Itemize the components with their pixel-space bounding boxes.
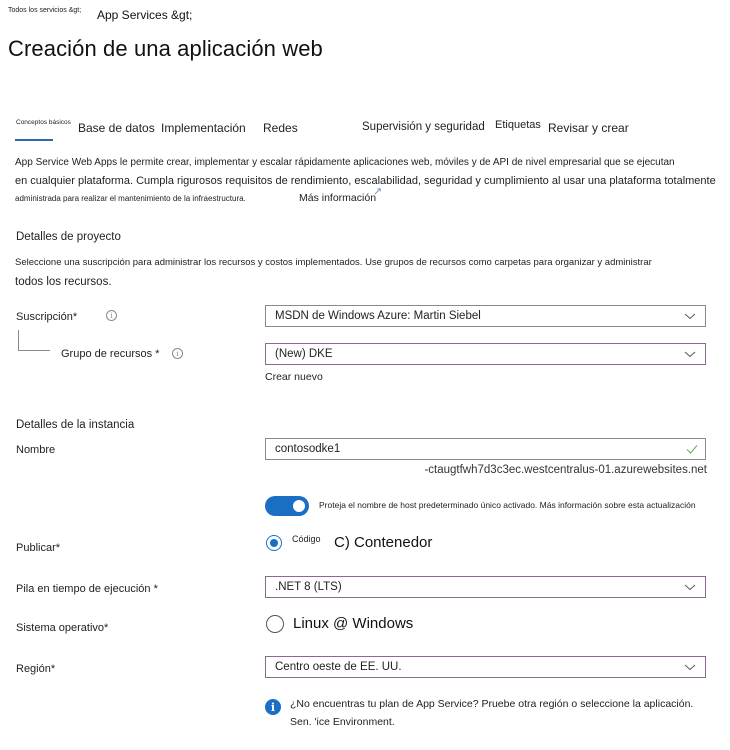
resource-group-info-icon[interactable]: i xyxy=(172,348,183,359)
toggle-knob xyxy=(293,500,305,512)
subscription-label: Suscripción* xyxy=(16,311,78,323)
os-options-label[interactable]: Linux @ Windows xyxy=(293,615,414,632)
region-dropdown[interactable] xyxy=(265,656,706,678)
create-new-resource-group-link[interactable]: Crear nuevo xyxy=(265,371,323,383)
publish-container-label[interactable]: C) Contenedor xyxy=(334,534,433,551)
runtime-stack-dropdown[interactable] xyxy=(265,576,706,598)
tree-connector-vertical xyxy=(18,330,19,350)
hostname-suffix: -ctaugtfwh7d3c3ec.westcentralus-01.azurewebsites.net xyxy=(424,464,707,476)
runtime-stack-value: .NET 8 (LTS) xyxy=(275,581,342,593)
subscription-info-icon[interactable]: i xyxy=(106,310,117,321)
region-value: Centro oeste de EE. UU. xyxy=(275,661,402,673)
valid-check-icon xyxy=(685,442,699,456)
tab-tags[interactable]: Etiquetas xyxy=(495,119,541,131)
chevron-down-icon xyxy=(683,347,697,361)
tab-database[interactable]: Base de datos xyxy=(78,121,155,135)
learn-more-link[interactable] xyxy=(299,192,382,204)
publish-code-label[interactable]: Código xyxy=(292,534,321,544)
unique-hostname-text: Proteja el nombre de host predeterminado único activado. Más información sobre esta actualización xyxy=(319,500,696,510)
tree-connector-horizontal xyxy=(18,350,50,351)
region-label: Región* xyxy=(16,663,56,675)
project-details-heading: Detalles de proyecto xyxy=(16,231,121,243)
publish-label: Publicar* xyxy=(16,542,61,554)
name-input[interactable] xyxy=(265,438,706,460)
tab-review-create[interactable]: Revisar y crear xyxy=(548,121,629,135)
name-label: Nombre xyxy=(16,444,56,456)
resource-group-value: (New) DKE xyxy=(275,348,333,360)
tab-deployment[interactable]: Implementación xyxy=(161,121,246,135)
subscription-dropdown[interactable] xyxy=(265,305,706,327)
tab-basics[interactable]: Conceptos básicos xyxy=(16,119,71,126)
os-label: Sistema operativo* xyxy=(16,622,109,634)
radio-dot xyxy=(270,539,278,547)
project-details-desc-line1: Seleccione una suscripción para administrar los recursos y costos implementados. Use grupos de recursos como carpetas para organizar y administrar xyxy=(15,257,652,268)
intro-text-line2: en cualquier plataforma. Cumpla rigurosos requisitos de rendimiento, escalabilidad, seguridad y cumplimiento al usar una plataforma totalmente xyxy=(15,175,716,187)
chevron-down-icon xyxy=(683,309,697,323)
chevron-down-icon xyxy=(683,660,697,674)
publish-code-radio[interactable] xyxy=(266,535,282,551)
runtime-stack-label: Pila en tiempo de ejecución * xyxy=(16,583,158,595)
info-icon: i xyxy=(265,699,281,715)
name-value: contosodke1 xyxy=(275,443,341,455)
instance-details-heading: Detalles de la instancia xyxy=(16,419,135,431)
active-tab-indicator xyxy=(15,139,53,141)
breadcrumb-all-services[interactable]: Todos los servicios &gt; xyxy=(8,7,82,14)
os-radio[interactable] xyxy=(266,615,284,633)
tab-monitoring-security[interactable]: Supervisión y seguridad xyxy=(362,121,485,133)
intro-text-line3: administrada para realizar el mantenimiento de la infraestructura. xyxy=(15,194,246,203)
external-link-icon xyxy=(373,187,382,196)
resource-group-label: Grupo de recursos * xyxy=(61,348,160,360)
region-info-line2[interactable]: Sen. 'ice Environment. xyxy=(290,716,395,728)
region-info-line1: ¿No encuentras tu plan de App Service? Pruebe otra región o seleccione la aplicación. xyxy=(290,698,694,710)
intro-text-line1: App Service Web Apps le permite crear, implementar y escalar rápidamente aplicaciones web, móviles y de API de nivel empresarial que se ejecutan xyxy=(15,157,675,168)
unique-hostname-toggle[interactable] xyxy=(265,496,309,516)
resource-group-dropdown[interactable] xyxy=(265,343,706,365)
breadcrumb-app-services[interactable]: App Services &gt; xyxy=(97,8,193,22)
page-title: Creación de una aplicación web xyxy=(8,36,323,61)
subscription-value: MSDN de Windows Azure: Martin Siebel xyxy=(275,310,481,322)
learn-more-label: Más información xyxy=(299,192,377,204)
tab-networking[interactable]: Redes xyxy=(263,121,298,135)
chevron-down-icon xyxy=(683,580,697,594)
project-details-desc-line2: todos los recursos. xyxy=(15,276,112,288)
